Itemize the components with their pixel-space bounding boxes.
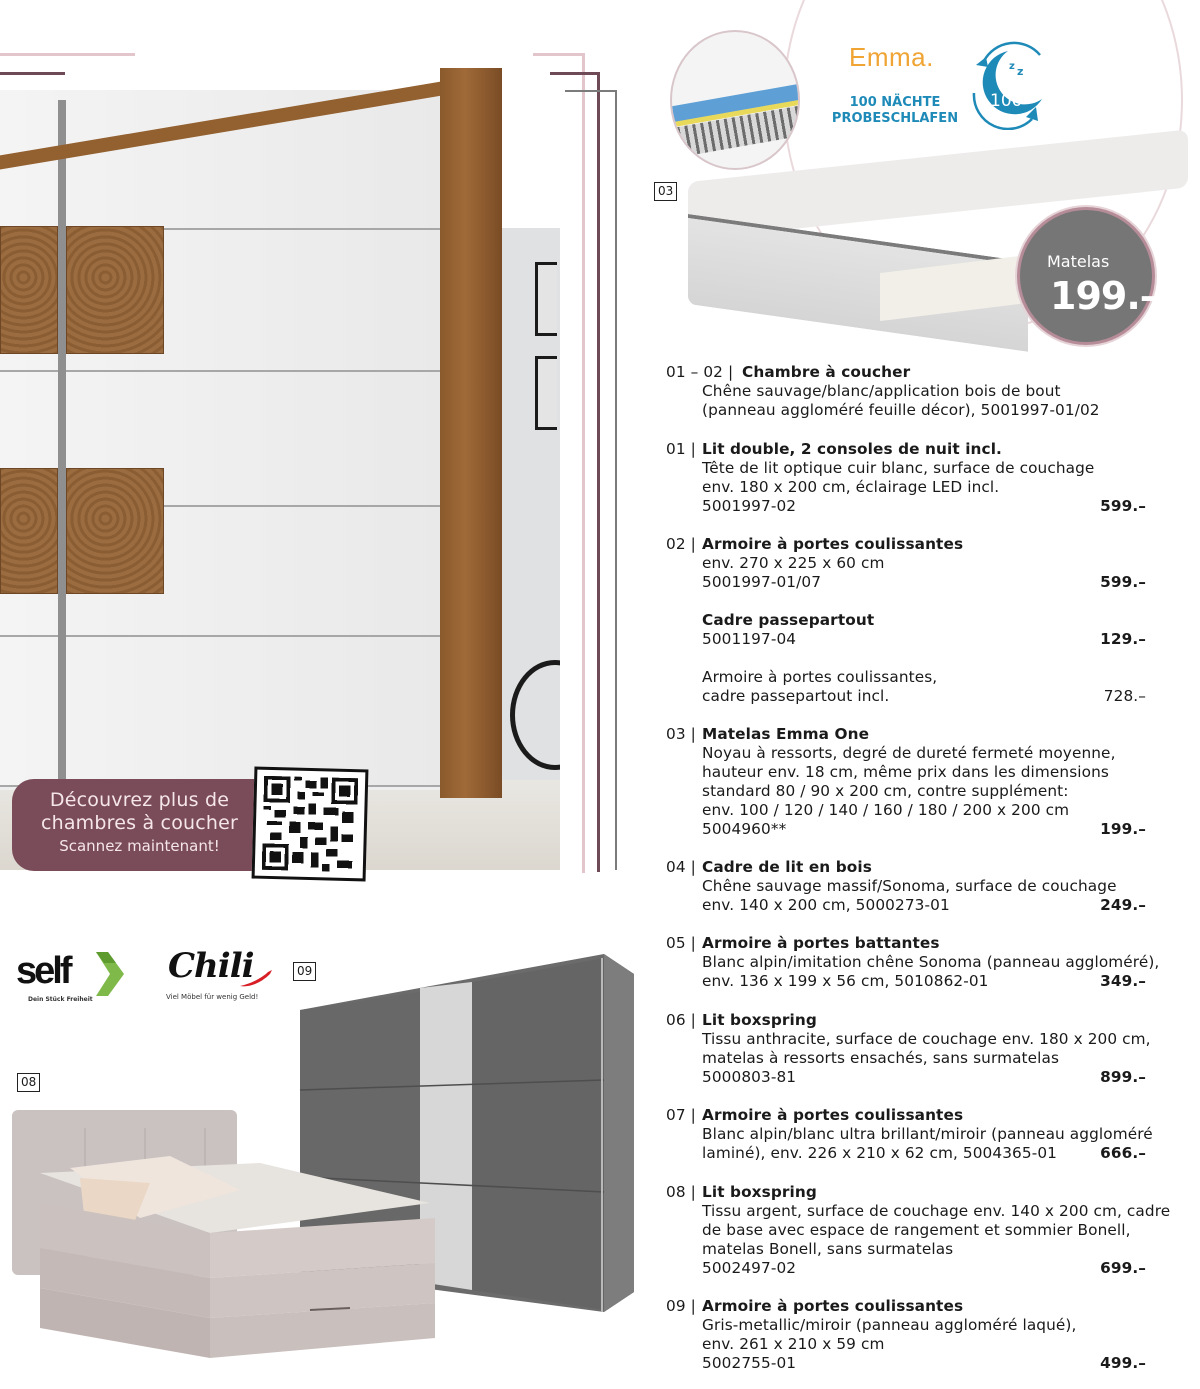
item-desc-line: 5002497-02 <box>702 1259 797 1277</box>
item-desc-line: Blanc alpin/blanc ultra brillant/miroir (panneau aggloméré <box>702 1125 1153 1143</box>
cta-line-2: chambres à coucher <box>40 812 239 834</box>
item-desc-line: laminé), env. 226 x 210 x 62 cm, 5004365-01 <box>702 1144 1057 1162</box>
image-tag-09: 09 <box>293 962 316 981</box>
item-desc-line: Noyau à ressorts, degré de dureté fermeté moyenne, <box>702 744 1116 762</box>
scan-cta-banner[interactable] <box>12 779 267 871</box>
item-desc-line: 5001197-04 <box>702 630 797 648</box>
item-desc-line: Tissu argent, surface de couchage env. 140 x 200 cm, cadre <box>702 1202 1171 1220</box>
mattress-price-badge <box>1020 210 1158 342</box>
item-desc-line: Gris-metallic/miroir (panneau aggloméré laqué), <box>702 1316 1077 1334</box>
item-desc-line: Tissu anthracite, surface de couchage env. 180 x 200 cm, <box>702 1030 1151 1048</box>
item-price: 899.– <box>1100 1068 1146 1086</box>
moon-sleep-icon <box>962 35 1052 130</box>
decor-line <box>565 90 617 92</box>
item-title: Matelas Emma One <box>702 725 870 743</box>
item-desc-line: env. 140 x 200 cm, 5000273-01 <box>702 896 950 914</box>
item-desc-line: env. 100 / 120 / 140 / 160 / 180 / 200 x 200 cm <box>702 801 1070 819</box>
item-number: 03 | <box>666 725 696 743</box>
item-title: Cadre de lit en bois <box>702 858 872 876</box>
item-title: Lit double, 2 consoles de nuit incl. <box>702 440 1002 458</box>
qr-code-icon[interactable] <box>252 767 369 882</box>
item-desc-line: 5000803-81 <box>702 1068 797 1086</box>
emma-logo: Emma. <box>849 42 934 72</box>
chili-tagline: Viel Möbel für wenig Geld! <box>166 993 259 1001</box>
item-desc-line: matelas Bonell, sans surmatelas <box>702 1240 954 1258</box>
item-number: 06 | <box>666 1011 696 1029</box>
item-title: Armoire à portes coulissantes <box>702 535 964 553</box>
item-price: 199.– <box>1100 820 1146 838</box>
item-desc-line: matelas à ressorts ensachés, sans surmatelas <box>702 1049 1060 1067</box>
item-price: 728.– <box>1103 687 1146 705</box>
item-number: 01 | <box>666 440 696 458</box>
wood-panel <box>66 226 164 354</box>
wall-picture-frame <box>535 262 557 336</box>
item-desc-line: env. 270 x 225 x 60 cm <box>702 554 885 572</box>
chili-pepper-icon <box>238 968 274 988</box>
item-title: Lit boxspring <box>702 1183 817 1201</box>
self-tagline: Dein Stück Freiheit <box>28 996 93 1003</box>
item-desc-line: cadre passepartout incl. <box>702 687 890 705</box>
item-title: Lit boxspring <box>702 1011 817 1029</box>
item-desc-line: env. 261 x 210 x 59 cm <box>702 1335 885 1353</box>
item-desc-line: standard 80 / 90 x 200 cm, contre supplément: <box>702 782 1069 800</box>
item-price: 599.– <box>1100 497 1146 515</box>
item-title: Cadre passepartout <box>702 611 875 629</box>
item-desc-line: Tête de lit optique cuir blanc, surface de couchage <box>702 459 1095 477</box>
item-desc-line: env. 136 x 199 x 56 cm, 5010862-01 <box>702 972 989 990</box>
item-desc-line: 5001997-01/07 <box>702 573 822 591</box>
group-desc-line: (panneau aggloméré feuille décor), 5001997-01/02 <box>702 401 1100 419</box>
image-tag-08: 08 <box>17 1073 40 1092</box>
item-desc-line: de base avec espace de rangement et sommier Bonell, <box>702 1221 1131 1239</box>
item-number: 02 | <box>666 535 696 553</box>
item-price: 666.– <box>1100 1144 1146 1162</box>
item-price: 129.– <box>1100 630 1146 648</box>
group-title: Chambre à coucher <box>742 363 911 381</box>
item-number: 08 | <box>666 1183 696 1201</box>
cta-line-1: Découvrez plus de <box>49 789 230 811</box>
wall-picture-frame <box>535 356 557 430</box>
item-price: 699.– <box>1100 1259 1146 1277</box>
item-desc-line: 5001997-02 <box>702 497 797 515</box>
bedroom-wardrobe-photo <box>0 40 560 870</box>
item-number: 07 | <box>666 1106 696 1124</box>
self-chevron-icon <box>96 952 124 996</box>
item-title: Armoire à portes coulissantes <box>702 1297 964 1315</box>
chili-logo: Chili <box>168 946 254 986</box>
decor-line <box>582 53 585 873</box>
item-price: 599.– <box>1100 573 1146 591</box>
sliding-doors <box>0 90 440 790</box>
trial-badge-number: 100 <box>990 91 1023 111</box>
item-number: 01 – 02 | <box>666 363 734 381</box>
wood-frame-post <box>440 68 502 798</box>
item-desc-line: hauteur env. 18 cm, même prix dans les dimensions <box>702 763 1109 781</box>
item-price: 249.– <box>1100 896 1146 914</box>
item-desc-line: env. 180 x 200 cm, éclairage LED incl. <box>702 478 1000 496</box>
price-badge-label: Matelas <box>1047 252 1110 271</box>
mattress-detail-inset <box>670 30 800 170</box>
group-desc-line: Chêne sauvage/blanc/application bois de bout <box>702 382 1061 400</box>
trial-line-2: PROBESCHLAFEN <box>831 111 959 126</box>
item-title: Armoire à portes coulissantes <box>702 1106 964 1124</box>
trial-line-1: 100 NÄCHTE <box>849 95 941 110</box>
wood-panel <box>0 468 58 594</box>
cta-line-3: Scannez maintenant! <box>59 837 220 855</box>
item-desc-line: 5002755-01 <box>702 1354 797 1372</box>
self-logo: self <box>16 950 70 992</box>
item-number: 04 | <box>666 858 696 876</box>
boxspring-bed-image <box>10 1108 440 1368</box>
svg-text:z: z <box>1017 65 1024 78</box>
door-divider <box>58 100 66 790</box>
item-title: Armoire à portes battantes <box>702 934 940 952</box>
trial-text <box>830 95 960 127</box>
item-number: 09 | <box>666 1297 696 1315</box>
item-desc-line: Blanc alpin/imitation chêne Sonoma (panneau aggloméré), <box>702 953 1160 971</box>
item-desc-line: Chêne sauvage massif/Sonoma, surface de couchage <box>702 877 1117 895</box>
image-tag-03: 03 <box>654 182 677 201</box>
item-price: 499.– <box>1100 1354 1146 1372</box>
item-desc-line: Armoire à portes coulissantes, <box>702 668 938 686</box>
wood-panel <box>66 468 164 594</box>
item-desc-line: 5004960** <box>702 820 787 838</box>
decor-line <box>597 72 600 872</box>
wood-panel <box>0 226 58 354</box>
svg-text:z: z <box>1009 61 1015 72</box>
price-badge-value: 199.– <box>1050 274 1158 318</box>
item-number: 05 | <box>666 934 696 952</box>
decor-line <box>615 90 617 870</box>
item-price: 349.– <box>1100 972 1146 990</box>
